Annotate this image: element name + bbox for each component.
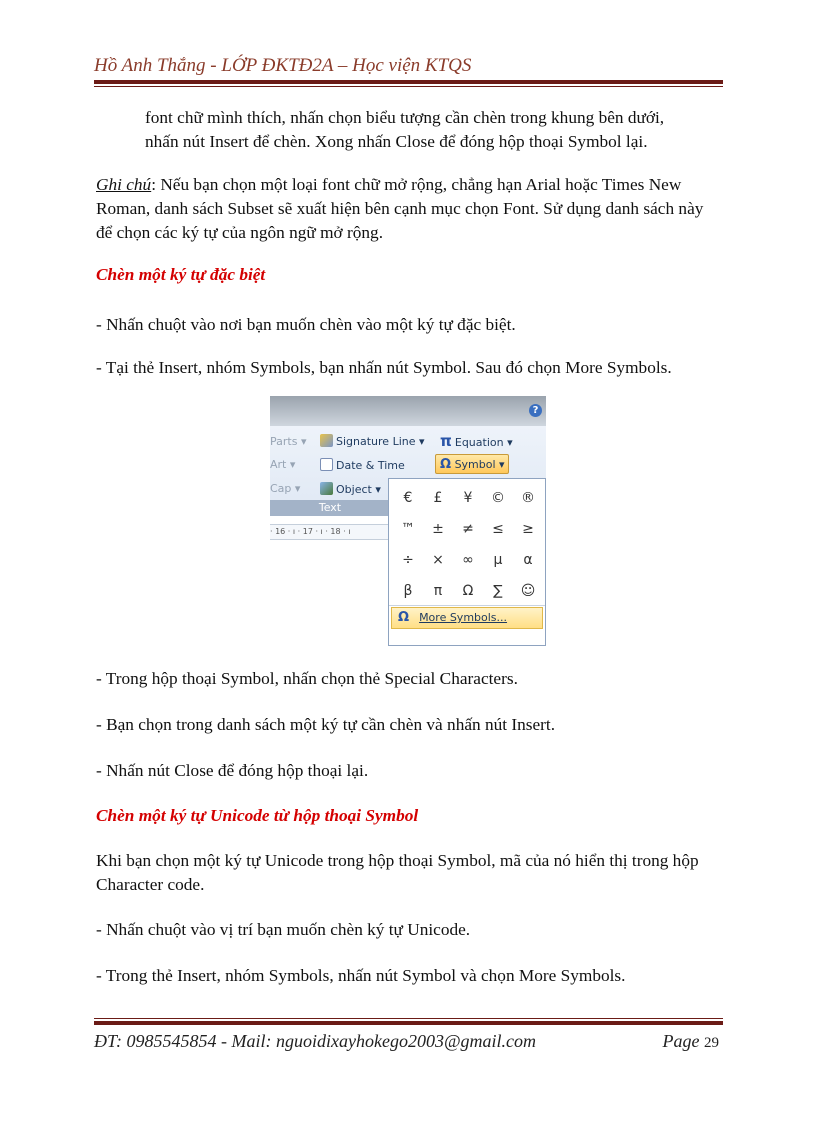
ribbon-title-area bbox=[270, 396, 546, 426]
step-insert-symbol: - Tại thẻ Insert, nhóm Symbols, bạn nhấn nút Symbol. Sau đó chọn More Symbols. bbox=[96, 358, 672, 377]
step-more-symbols: - Trong thẻ Insert, nhóm Symbols, nhấn nút Symbol và chọn More Symbols. bbox=[96, 966, 626, 985]
header-rule-thin bbox=[94, 86, 723, 87]
symbol-cell[interactable]: ∑ bbox=[493, 583, 503, 599]
footer-rule-thin bbox=[94, 1018, 723, 1019]
step-choose-insert: - Bạn chọn trong danh sách một ký tự cần chèn và nhấn nút Insert. bbox=[96, 715, 556, 734]
symbol-cell[interactable]: © bbox=[491, 490, 505, 506]
section-heading-unicode: Chèn một ký tự Unicode từ hộp thoại Symbol bbox=[96, 806, 419, 825]
section-heading-special-char: Chèn một ký tự đặc biệt bbox=[96, 265, 266, 284]
ribbon-screenshot bbox=[270, 396, 546, 646]
footer-rule-thick bbox=[94, 1021, 723, 1025]
more-symbols-menu-item[interactable]: Ω More Symbols... bbox=[391, 607, 543, 629]
note-label: Ghi chú bbox=[96, 175, 152, 194]
gallery-divider bbox=[389, 605, 545, 606]
header-rule-thick bbox=[94, 80, 723, 84]
symbol-cell[interactable]: ® bbox=[521, 490, 535, 506]
symbol-cell[interactable]: ± bbox=[432, 521, 444, 537]
step-click-unicode-location: - Nhấn chuột vào vị trí bạn muốn chèn ký tự Unicode. bbox=[96, 920, 471, 939]
signature-line-button[interactable]: Signature Line ▾ bbox=[320, 434, 425, 448]
ruler: · 16 · ı · 17 · ı · 18 · ı bbox=[270, 524, 390, 540]
symbol-cell[interactable]: £ bbox=[433, 490, 443, 506]
note-paragraph bbox=[96, 173, 722, 245]
note-text: : Nếu bạn chọn một loại font chữ mở rộng, chẳng hạn Arial hoặc Times New Roman, danh sách Subset sẽ xuất hiện bên cạnh mục chọn Font. Sử dụng danh sách này để chọn các ký tự của ngôn ngữ mở rộng. bbox=[96, 175, 704, 242]
symbol-cell[interactable]: € bbox=[403, 490, 413, 506]
symbol-cell[interactable]: π bbox=[433, 583, 443, 599]
step-special-characters-tab: - Trong hộp thoại Symbol, nhấn chọn thẻ Special Characters. bbox=[96, 669, 518, 688]
page-footer bbox=[94, 1031, 723, 1052]
paragraph-continuation-line1: font chữ mình thích, nhấn chọn biểu tượng cần chèn trong khung bên dưới, bbox=[145, 108, 665, 127]
wordart-button[interactable]: Art ▾ bbox=[270, 458, 296, 471]
help-icon[interactable]: ? bbox=[529, 404, 542, 417]
pi-icon: π bbox=[440, 432, 452, 450]
symbol-cell[interactable]: Ω bbox=[462, 583, 474, 599]
symbol-cell[interactable]: ∞ bbox=[462, 552, 474, 568]
symbol-grid bbox=[393, 483, 543, 607]
symbol-cell[interactable]: × bbox=[432, 552, 444, 568]
unicode-intro-paragraph: Khi bạn chọn một ký tự Unicode trong hộp thoại Symbol, mã của nó hiển thị trong hộp Character code. bbox=[96, 851, 699, 894]
step-close: - Nhấn nút Close để đóng hộp thoại lại. bbox=[96, 761, 369, 780]
omega-icon: Ω bbox=[440, 457, 452, 472]
symbol-cell[interactable]: ™ bbox=[401, 521, 415, 537]
calendar-icon bbox=[320, 458, 333, 471]
symbol-cell[interactable]: µ bbox=[493, 552, 503, 568]
step-click-location: - Nhấn chuột vào nơi bạn muốn chèn vào một ký tự đặc biệt. bbox=[96, 315, 516, 334]
page-number: Page 29 bbox=[662, 1031, 719, 1051]
symbol-cell[interactable]: α bbox=[523, 552, 533, 568]
dropcap-button[interactable]: Cap ▾ bbox=[270, 482, 301, 495]
symbol-gallery bbox=[388, 478, 546, 646]
symbol-cell[interactable]: ≤ bbox=[492, 521, 504, 537]
symbol-cell[interactable]: ≥ bbox=[522, 521, 534, 537]
symbol-cell[interactable]: ≠ bbox=[462, 521, 474, 537]
date-time-button[interactable]: Date & Time bbox=[320, 458, 405, 472]
symbol-button[interactable]: Ω Symbol ▾ bbox=[435, 454, 509, 474]
signature-icon bbox=[320, 434, 333, 447]
symbol-cell[interactable]: ÷ bbox=[402, 552, 414, 568]
symbol-cell[interactable]: β bbox=[403, 583, 413, 599]
paragraph-continuation-line2: nhấn nút Insert để chèn. Xong nhấn Close để đóng hộp thoại Symbol lại. bbox=[145, 132, 648, 151]
symbol-cell[interactable]: ¥ bbox=[463, 490, 473, 506]
object-button[interactable]: Object ▾ bbox=[320, 482, 381, 496]
page-header: Hồ Anh Thắng - LỚP ĐKTĐ2A – Học viện KTQS bbox=[94, 55, 472, 76]
object-icon bbox=[320, 482, 333, 495]
quick-parts-button[interactable]: Parts ▾ bbox=[270, 435, 307, 448]
equation-button[interactable]: π Equation ▾ bbox=[440, 432, 513, 450]
text-group-label: Text bbox=[270, 500, 390, 516]
omega-icon: Ω bbox=[398, 610, 410, 625]
footer-contact: ĐT: 0985545854 - Mail: nguoidixayhokego2003@gmail.com bbox=[94, 1031, 537, 1051]
symbol-cell[interactable]: ☺ bbox=[520, 583, 536, 599]
